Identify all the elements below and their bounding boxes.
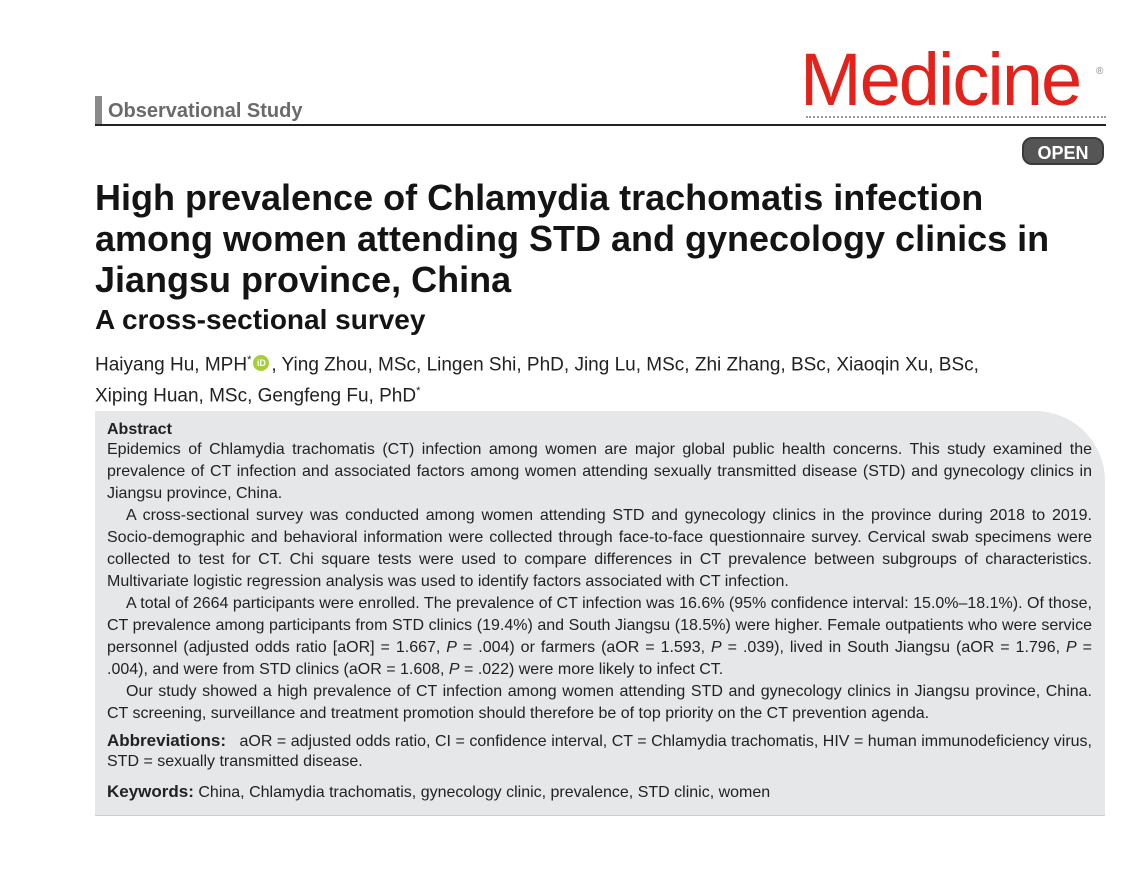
orcid-icon[interactable]: iD (253, 355, 269, 371)
abstract-results (107, 593, 1092, 681)
corresponding-mark: * (247, 354, 252, 366)
author-line-1 (95, 347, 1095, 378)
p-value-symbol: P (711, 639, 722, 656)
results-text-1: A total of 2664 participants were enrolled. The prevalence of CT infection was 16.6% (95% confidence interval: 15.0%–18.1%). Of those, CT prevalence among participants from STD clinics (19.4%) and South Jiangsu (18.5%) were higher. Female outpatients who were service personnel (adjusted odds ratio [aOR] = 1.667, (107, 595, 1092, 656)
registered-mark: ® (1096, 66, 1104, 77)
header-divider (95, 124, 1106, 126)
p-value-symbol: P (446, 639, 457, 656)
abstract-panel (95, 411, 1105, 816)
keywords-text: China, Chlamydia trachomatis, gynecology clinic, prevalence, STD clinic, women (198, 784, 771, 801)
p-value-symbol: P (448, 661, 460, 678)
p-value-symbol: P (1066, 639, 1077, 656)
results-text-3: = .039), lived in South Jiangsu (aOR = 1.796, (721, 639, 1066, 656)
abbreviations (107, 731, 1092, 772)
open-access-badge[interactable]: OPEN (1022, 137, 1104, 165)
journal-logo[interactable]: Medicine (800, 38, 1081, 121)
abstract-conclusion: Our study showed a high prevalence of CT infection among women attending STD and gynecology clinics in Jiangsu province, China. CT screening, surveillance and treatment promotion should therefore be of top priority on the CT prevention agenda. (107, 683, 1092, 722)
abstract-heading: Abstract (107, 421, 172, 438)
article-subtitle: A cross-sectional survey (95, 304, 426, 335)
results-text-4: = .004), and were from STD clinics (aOR = 1.608, (107, 639, 1092, 678)
keywords (107, 782, 1092, 803)
abstract-background: Epidemics of Chlamydia trachomatis (CT) infection among women are major global public health concerns. This study examined the prevalence of CT infection and associated factors among women attending sexually transmitted disease (STD) and gynecology clinics in Jiangsu province, China. (107, 441, 1092, 502)
co-authors: , Ying Zhou, MSc, Lingen Shi, PhD, Jing Lu, MSc, Zhi Zhang, BSc, Xiaoqin Xu, BSc, (271, 354, 979, 376)
abbreviations-label: Abbreviations: (107, 731, 227, 750)
logo-dotted-underline (806, 116, 1106, 118)
author-line-2 (95, 378, 1095, 409)
results-text-2: = .004) or farmers (aOR = 1.593, (456, 639, 712, 656)
article-type-label: Observational Study (95, 96, 303, 124)
article-title: High prevalence of Chlamydia trachomatis infection among women attending STD and gynecology clinics in Jiangsu province, China (95, 177, 1050, 300)
abbreviations-text: aOR = adjusted odds ratio, CI = confidence interval, CT = Chlamydia trachomatis, HIV = human immunodeficiency virus, STD = sexually transmitted disease. (107, 733, 1092, 770)
author-list (95, 347, 1095, 410)
corresponding-mark-2: * (416, 385, 421, 398)
abstract-methods: A cross-sectional survey was conducted among women attending STD and gynecology clinics in the province during 2018 to 2019. Socio-demographic and behavioral information were collected through face-to-face questionnaire survey. Cervical swab specimens were collected to test for CT. Chi square tests were used to compare differences in CT prevalence between subgroups of characteristics. Multivariate logistic regression analysis was used to identify factors associated with CT infection. (107, 507, 1092, 590)
corresponding-author[interactable]: Haiyang Hu, MPH (95, 354, 248, 376)
results-text-5: = .022) were more likely to infect CT. (459, 661, 724, 678)
keywords-label: Keywords: (107, 782, 194, 801)
co-authors-2: Xiping Huan, MSc, Gengfeng Fu, PhD (95, 385, 417, 407)
